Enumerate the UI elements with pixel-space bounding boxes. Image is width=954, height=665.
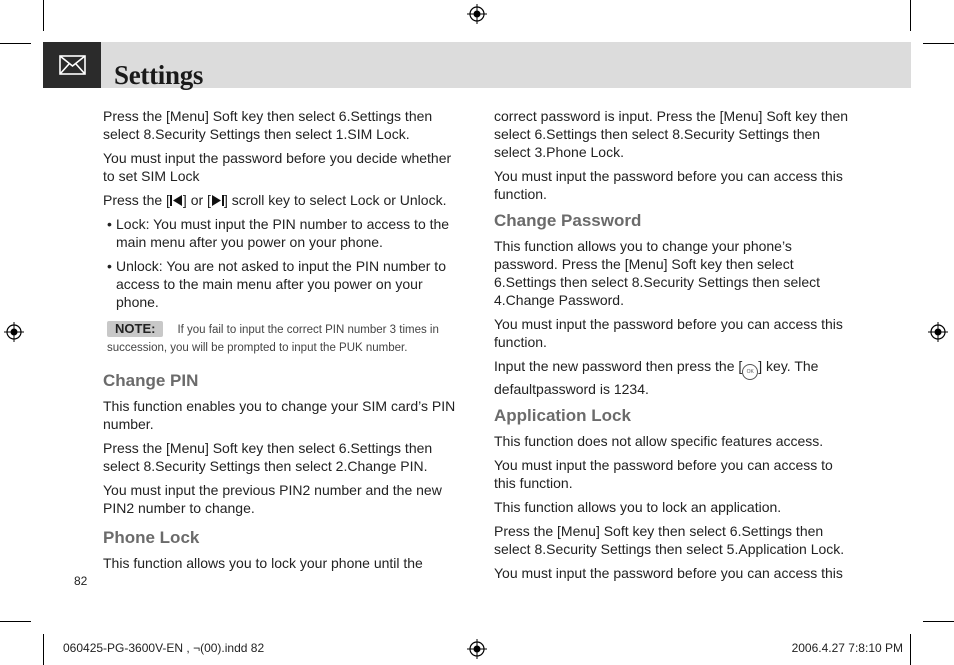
note-badge: NOTE: xyxy=(107,321,163,337)
crop-mark xyxy=(43,634,44,665)
header-icon-box xyxy=(43,42,101,88)
page-title: Settings xyxy=(114,60,204,90)
crop-mark xyxy=(910,634,911,665)
paragraph: This function does not allow specific features access. xyxy=(494,433,824,449)
list-item xyxy=(103,257,463,311)
crop-mark xyxy=(43,0,44,31)
bullet: • xyxy=(107,258,112,274)
section-heading: Change PIN xyxy=(103,371,199,390)
text-segment: ] or [ xyxy=(182,192,211,208)
crop-mark xyxy=(923,43,954,44)
footer-file-info: 060425-PG-3600V-EN , ¬(00).indd 82 xyxy=(63,641,265,655)
bullet-list xyxy=(103,215,463,311)
paragraph: You must input the password before you can access this xyxy=(494,565,843,581)
list-item-text: Lock: You must input the PIN number to access to the main menu after you power on your phone. xyxy=(116,216,450,250)
list-item-text: Unlock: You are not asked to input the PIN number to access to the main menu after you power on your phone. xyxy=(116,258,446,310)
crop-mark xyxy=(0,43,31,44)
section-heading: Phone Lock xyxy=(103,528,200,547)
paragraph: This function allows you to lock an application. xyxy=(494,499,782,515)
section-heading: Change Password xyxy=(494,211,642,230)
right-column xyxy=(494,107,849,588)
paragraph: You must input the previous PIN2 number and the new PIN2 number to change. xyxy=(103,482,442,516)
note xyxy=(107,321,463,357)
paragraph: Press the [Menu] Soft key then select 6.Settings then select 8.Security Settings then select 1.SIM Lock. xyxy=(103,108,433,142)
scroll-key-paragraph xyxy=(103,191,463,209)
page-number: 82 xyxy=(74,574,88,588)
paragraph: Press the [Menu] Soft key then select 6.Settings then select 8.Security Settings then select 5.Application Lock. xyxy=(494,523,845,557)
ok-key-icon: OK xyxy=(742,364,758,380)
section-heading: Application Lock xyxy=(494,406,631,425)
paragraph: This function enables you to change your SIM card’s PIN number. xyxy=(103,398,456,432)
bullet: • xyxy=(107,216,112,232)
ok-key-paragraph xyxy=(494,357,849,398)
paragraph: This function allows you to lock your phone until the xyxy=(103,555,423,571)
paragraph: This function allows you to change your phone’s password. Press the [Menu] Soft key then select 6.Settings then select 8.Security Settings then select 4.Change Password. xyxy=(494,238,821,308)
paragraph: You must input the password before you can access this function. xyxy=(494,168,843,202)
paragraph: You must input the password before you decide whether to set SIM Lock xyxy=(103,150,452,184)
envelope-icon xyxy=(59,55,86,75)
registration-mark-icon xyxy=(467,639,487,659)
note-text: If you fail to input the correct PIN number 3 times in succession, you will be prompted to input the PUK number. xyxy=(107,324,439,354)
text-segment: ] key. The defaultpassword is 1234. xyxy=(494,358,819,397)
crop-mark xyxy=(0,621,31,622)
crop-mark xyxy=(910,0,911,31)
text-segment: Press the [ xyxy=(103,192,170,208)
scroll-left-key-icon xyxy=(170,195,183,206)
registration-mark-icon xyxy=(4,322,24,342)
scroll-right-key-icon xyxy=(211,195,224,206)
list-item xyxy=(103,215,463,251)
paragraph: correct password is input. Press the [Menu] Soft key then select 6.Settings then select 8.Security Settings then select 3.Phone Lock. xyxy=(494,108,849,160)
paragraph: You must input the password before you can access to this function. xyxy=(494,457,833,491)
registration-mark-icon xyxy=(928,322,948,342)
text-segment: ] scroll key to select Lock or Unlock. xyxy=(223,192,447,208)
paragraph: Press the [Menu] Soft key then select 6.Settings then select 8.Security Settings then select 2.Change PIN. xyxy=(103,440,433,474)
footer-timestamp: 2006.4.27 7:8:10 PM xyxy=(791,641,903,655)
registration-mark-icon xyxy=(467,4,487,24)
left-column xyxy=(103,107,463,578)
text-segment: Input the new password then press the [ xyxy=(494,358,743,374)
crop-mark xyxy=(923,621,954,622)
paragraph: You must input the password before you can access this function. xyxy=(494,316,843,350)
